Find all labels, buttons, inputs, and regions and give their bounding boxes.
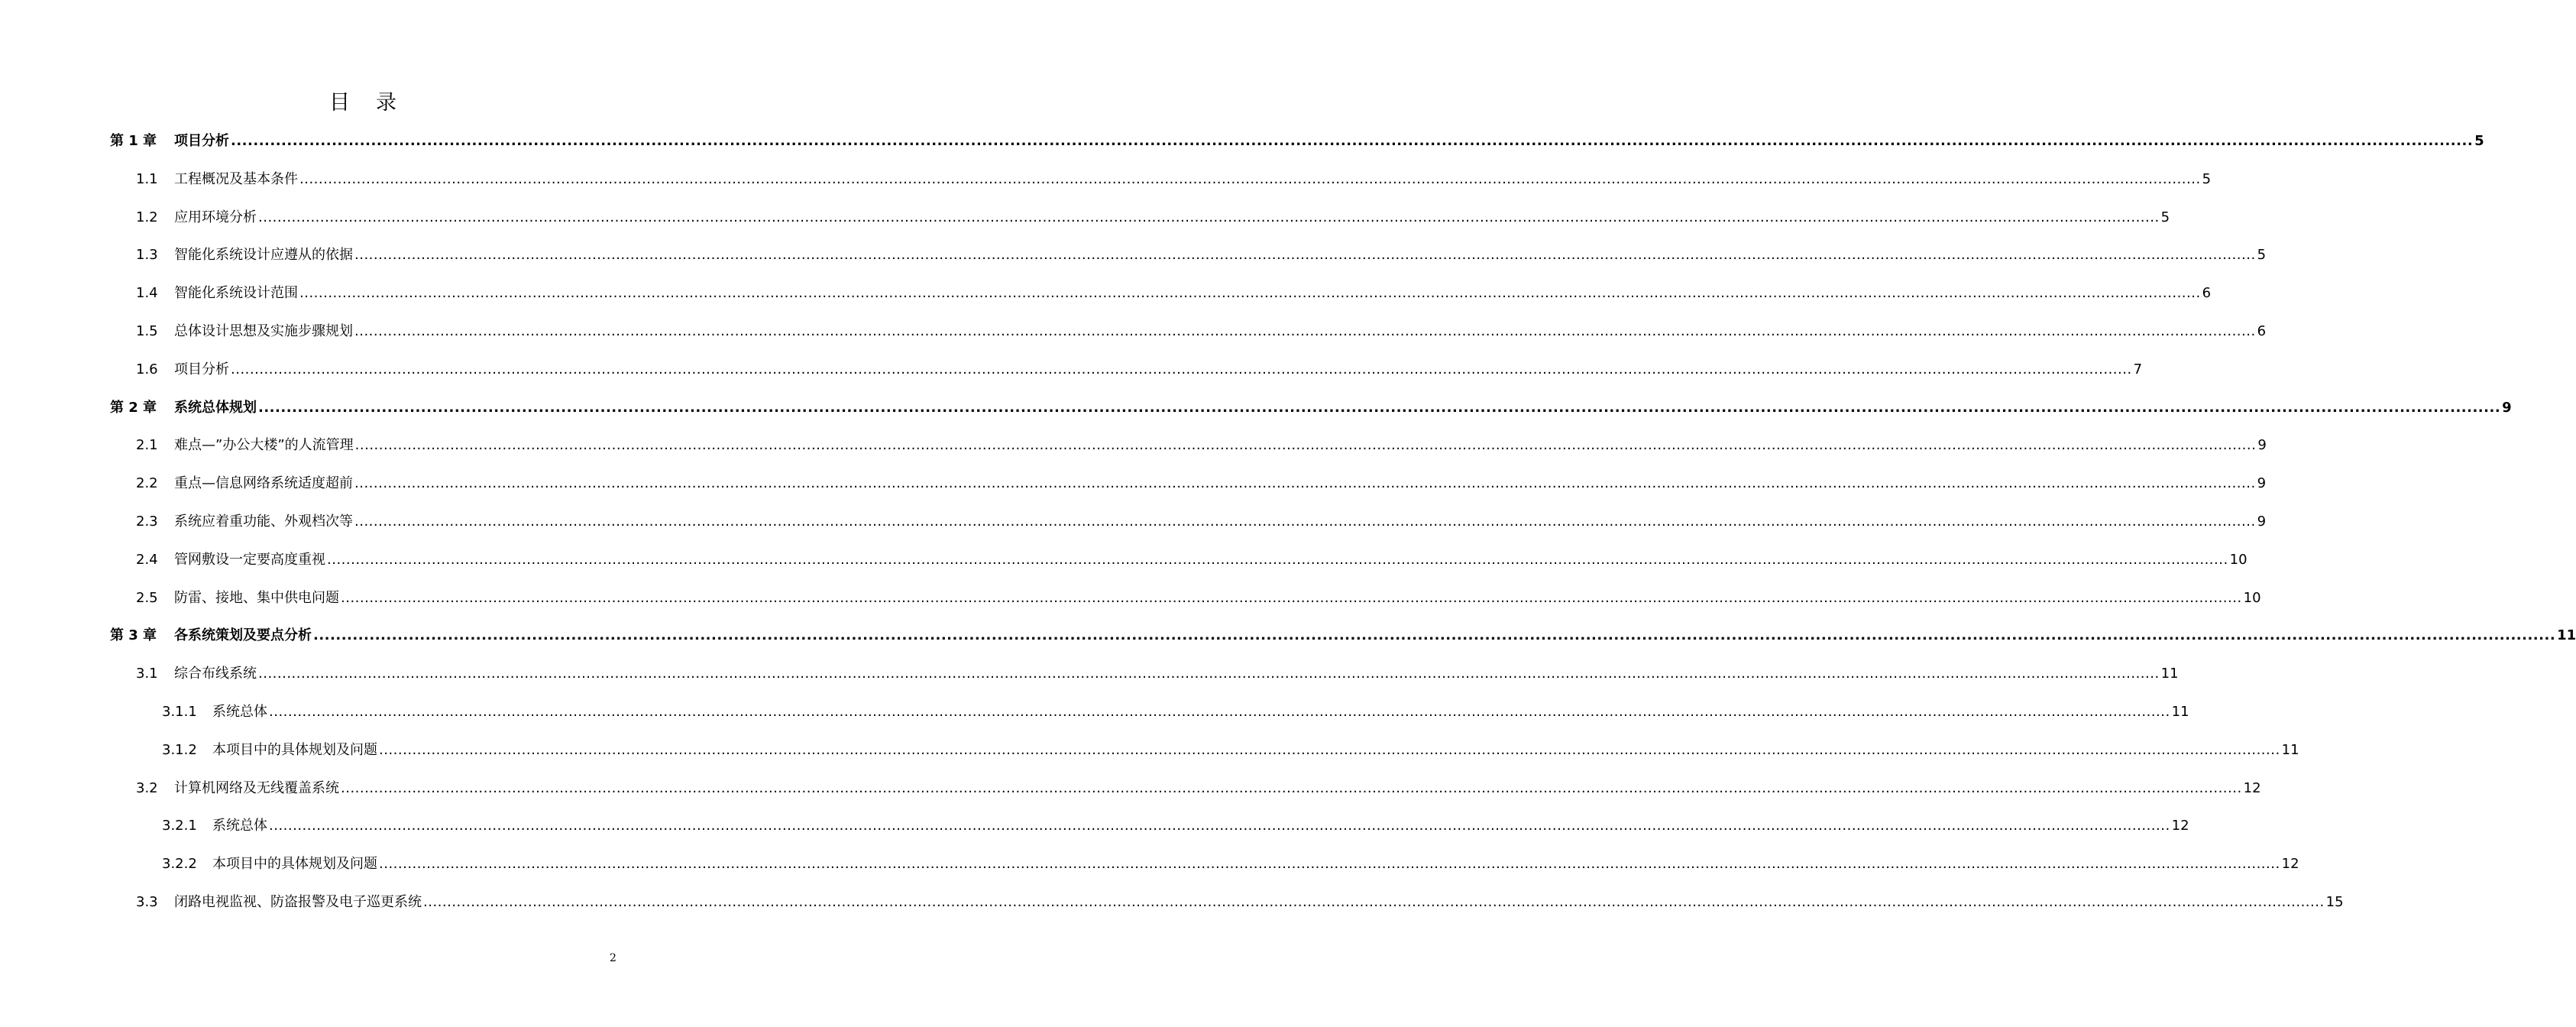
toc-entry[interactable] bbox=[0, 208, 2170, 228]
toc-entry-page: 11 bbox=[2160, 666, 2179, 682]
toc-entry-label: 计算机网络及无线覆盖系统 bbox=[174, 779, 339, 796]
toc-entry-page: 9 bbox=[2502, 399, 2512, 416]
toc-entry[interactable] bbox=[0, 588, 2261, 608]
toc-entry[interactable] bbox=[0, 131, 2484, 151]
toc-entry-number: 3.1 bbox=[136, 666, 158, 682]
toc-entry-page: 5 bbox=[2474, 133, 2484, 149]
toc-entry-label: 本项目中的具体规划及问题 bbox=[212, 856, 377, 873]
toc-dot-leader: ................................................................................................................................................................................................................................................................................................................................................................................................................ bbox=[354, 437, 2257, 454]
toc-entry-number: 2.1 bbox=[136, 437, 158, 454]
toc-entry-number: 2.2 bbox=[136, 475, 158, 492]
toc-entry-label: 项目分析 bbox=[174, 133, 229, 149]
toc-entry[interactable] bbox=[0, 283, 2212, 303]
toc-entry-number: 3.2 bbox=[136, 779, 158, 796]
toc-entry[interactable] bbox=[0, 436, 2267, 455]
toc-entry-label: 系统应着重功能、外观档次等 bbox=[174, 514, 353, 530]
toc-entry-number: 1.4 bbox=[136, 285, 158, 302]
toc-entry[interactable] bbox=[0, 740, 2299, 760]
toc-entry-page: 15 bbox=[2325, 894, 2344, 910]
toc-entry-page: 12 bbox=[2243, 779, 2261, 796]
toc-entry-page: 5 bbox=[2160, 209, 2170, 225]
toc-entry-number: 3.2.1 bbox=[162, 818, 197, 834]
toc-dot-leader: ................................................................................................................................................................................................................................................................................................................................................................................................................ bbox=[341, 589, 2242, 606]
toc-entry-label: 重点—信息网络系统适度超前 bbox=[174, 475, 353, 492]
toc-entry-label: 总体设计思想及实施步骤规划 bbox=[174, 323, 353, 339]
toc-dot-leader: ................................................................................................................................................................................................................................................................................................................................................................................................................ bbox=[379, 856, 2280, 873]
toc-entry[interactable] bbox=[0, 512, 2267, 532]
toc-title: 目录 bbox=[329, 91, 422, 115]
toc-entry-number: 第 1 章 bbox=[110, 133, 157, 149]
toc-entry-label: 系统总体 bbox=[212, 818, 267, 834]
toc-entry[interactable] bbox=[0, 322, 2267, 342]
toc-entry-number: 1.6 bbox=[136, 361, 158, 377]
toc-entry[interactable] bbox=[0, 360, 2143, 380]
toc-entry-page: 11 bbox=[2281, 741, 2299, 758]
toc-dot-leader: ................................................................................................................................................................................................................................................................................................................................................................................................................ bbox=[258, 209, 2160, 225]
toc-dot-leader: ................................................................................................................................................................................................................................................................................................................................................................................................................ bbox=[379, 741, 2280, 758]
toc-entry-number: 3.2.2 bbox=[162, 856, 197, 873]
toc-entry-label: 应用环境分析 bbox=[174, 209, 257, 225]
toc-entry[interactable] bbox=[0, 664, 2179, 684]
toc-entry-page: 12 bbox=[2281, 856, 2299, 873]
toc-entry-page: 5 bbox=[2202, 170, 2212, 187]
toc-entry-label: 工程概况及基本条件 bbox=[174, 170, 298, 187]
toc-entry-label: 难点—”办公大楼”的人流管理 bbox=[174, 437, 354, 454]
toc-entry-number: 第 3 章 bbox=[110, 627, 157, 644]
toc-entry-page: 9 bbox=[2257, 514, 2267, 530]
toc-entry-number: 2.4 bbox=[136, 551, 158, 568]
toc-dot-leader: ................................................................................................................................................................................................................................................................................................................................................................................................................ bbox=[354, 247, 2256, 264]
toc-entry[interactable] bbox=[0, 626, 2576, 646]
toc-entry-number: 1.5 bbox=[136, 323, 158, 339]
toc-entry-label: 综合布线系统 bbox=[174, 666, 257, 682]
toc-entry[interactable] bbox=[0, 893, 2344, 912]
toc-entry-number: 3.3 bbox=[136, 894, 158, 910]
toc-entry-page: 12 bbox=[2171, 818, 2189, 834]
toc-entry-page: 11 bbox=[2557, 627, 2576, 644]
toc-entry-number: 2.5 bbox=[136, 589, 158, 606]
toc-entry-number: 2.3 bbox=[136, 514, 158, 530]
toc-dot-leader: ................................................................................................................................................................................................................................................................................................................................................................................................................ bbox=[423, 894, 2325, 910]
toc-dot-leader: ................................................................................................................................................................................................................................................................................................................................................................................................................ bbox=[313, 627, 2556, 644]
toc-entry-label: 管网敷设一定要高度重视 bbox=[174, 551, 325, 568]
toc-entry-label: 智能化系统设计范围 bbox=[174, 285, 298, 302]
toc-entry-page: 9 bbox=[2257, 437, 2267, 454]
toc-entry-page: 9 bbox=[2257, 475, 2267, 492]
page-number: 2 bbox=[610, 952, 616, 964]
toc-entry-label: 项目分析 bbox=[174, 361, 229, 377]
toc-dot-leader: ................................................................................................................................................................................................................................................................................................................................................................................................................ bbox=[327, 551, 2228, 568]
toc-entry[interactable] bbox=[0, 245, 2267, 265]
toc-dot-leader: ................................................................................................................................................................................................................................................................................................................................................................................................................ bbox=[354, 323, 2256, 339]
toc-dot-leader: ................................................................................................................................................................................................................................................................................................................................................................................................................ bbox=[231, 361, 2132, 377]
toc-dot-leader: ................................................................................................................................................................................................................................................................................................................................................................................................................ bbox=[258, 399, 2501, 416]
toc-entry[interactable] bbox=[0, 854, 2299, 874]
toc-entry[interactable] bbox=[0, 170, 2212, 190]
toc-dot-leader: ................................................................................................................................................................................................................................................................................................................................................................................................................ bbox=[354, 475, 2256, 492]
toc-entry-number: 1.3 bbox=[136, 247, 158, 264]
toc-entry-page: 11 bbox=[2171, 704, 2189, 720]
toc-entry[interactable] bbox=[0, 779, 2261, 799]
toc-entry[interactable] bbox=[0, 398, 2512, 418]
toc-dot-leader: ................................................................................................................................................................................................................................................................................................................................................................................................................ bbox=[269, 704, 2170, 720]
toc-dot-leader: ................................................................................................................................................................................................................................................................................................................................................................................................................ bbox=[299, 285, 2201, 302]
toc-entry-page: 6 bbox=[2257, 323, 2267, 339]
toc-entry[interactable] bbox=[0, 550, 2248, 570]
toc-entry-number: 3.1.2 bbox=[162, 741, 197, 758]
toc-entry-label: 闭路电视监视、防盗报警及电子巡更系统 bbox=[174, 894, 422, 910]
toc-entry-page: 6 bbox=[2202, 285, 2212, 302]
toc-dot-leader: ................................................................................................................................................................................................................................................................................................................................................................................................................ bbox=[231, 133, 2474, 149]
toc-entry-number: 1.2 bbox=[136, 209, 158, 225]
toc-dot-leader: ................................................................................................................................................................................................................................................................................................................................................................................................................ bbox=[341, 779, 2242, 796]
toc-entry-label: 系统总体 bbox=[212, 704, 267, 720]
toc-dot-leader: ................................................................................................................................................................................................................................................................................................................................................................................................................ bbox=[258, 666, 2160, 682]
toc-entry-label: 防雷、接地、集中供电问题 bbox=[174, 589, 339, 606]
toc-dot-leader: ................................................................................................................................................................................................................................................................................................................................................................................................................ bbox=[354, 514, 2256, 530]
toc-entry-page: 10 bbox=[2229, 551, 2248, 568]
toc-entry-number: 3.1.1 bbox=[162, 704, 197, 720]
toc-dot-leader: ................................................................................................................................................................................................................................................................................................................................................................................................................ bbox=[269, 818, 2170, 834]
toc-dot-leader: ................................................................................................................................................................................................................................................................................................................................................................................................................ bbox=[299, 170, 2201, 187]
toc-entry-page: 5 bbox=[2257, 247, 2267, 264]
toc-entry-page: 7 bbox=[2133, 361, 2143, 377]
toc-entry-page: 10 bbox=[2243, 589, 2261, 606]
toc-entry[interactable] bbox=[0, 474, 2267, 494]
toc-entry-label: 本项目中的具体规划及问题 bbox=[212, 741, 377, 758]
toc-entry-label: 各系统策划及要点分析 bbox=[174, 627, 312, 644]
toc-entry[interactable] bbox=[0, 702, 2189, 722]
toc-entry[interactable] bbox=[0, 816, 2189, 836]
toc-entry-number: 1.1 bbox=[136, 170, 158, 187]
toc-entry-label: 智能化系统设计应遵从的依据 bbox=[174, 247, 353, 264]
toc-entry-label: 系统总体规划 bbox=[174, 399, 257, 416]
toc-entry-number: 第 2 章 bbox=[110, 399, 157, 416]
